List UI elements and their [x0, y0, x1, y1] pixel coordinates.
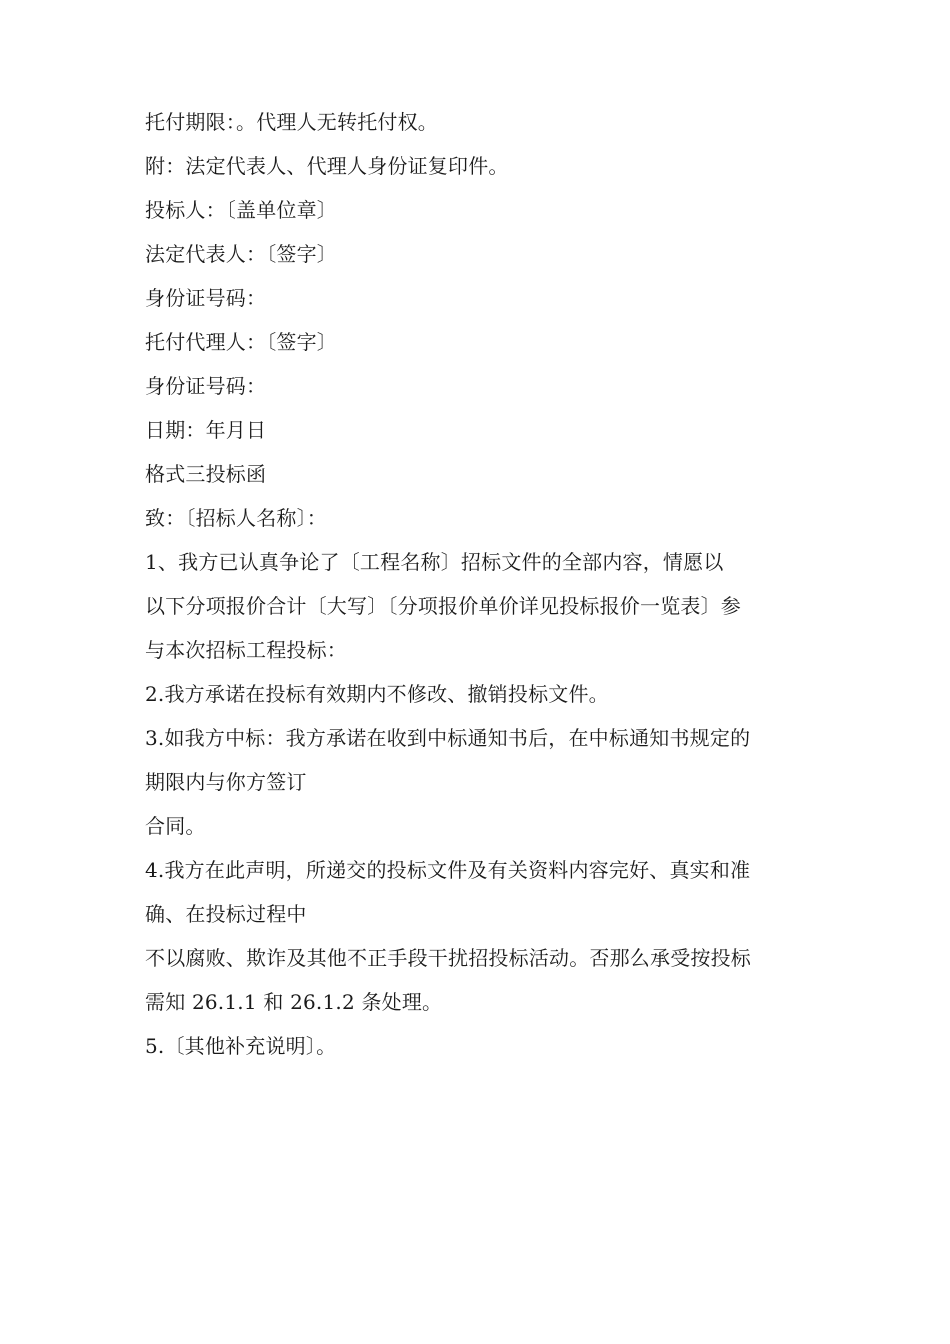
addressee-line: 致：〔招标人名称〕：: [145, 506, 327, 530]
document-body: [145, 100, 805, 1068]
id-number-line-1: 身份证号码：: [145, 286, 267, 310]
clause-4-line-3: 不以腐败、欺诈及其他不正手段干扰招投标活动。否那么承受按投标: [145, 946, 751, 970]
clause-3-line-2: 期限内与你方签订: [145, 770, 307, 794]
authorized-agent-line: 托付代理人：〔签字〕: [145, 330, 337, 354]
clause-4-line-1: 4.我方在此声明，所递交的投标文件及有关资料内容完好、真实和准: [145, 858, 751, 882]
clause-1-line-1: 1、我方已认真争论了〔工程名称〕招标文件的全部内容，情愿以: [145, 550, 724, 574]
legal-representative-line: 法定代表人：〔签字〕: [145, 242, 337, 266]
clause-4-line-4: 需知 26.1.1 和 26.1.2 条处理。: [145, 990, 443, 1014]
bidder-line: 投标人：〔盖单位章〕: [145, 198, 337, 222]
clause-1-line-3: 与本次招标工程投标：: [145, 638, 347, 662]
clause-3-line-1: 3.如我方中标：我方承诺在收到中标通知书后，在中标通知书规定的: [145, 726, 751, 750]
id-number-line-2: 身份证号码：: [145, 374, 267, 398]
authorization-period-line: 托付期限：。代理人无转托付权。: [145, 110, 438, 134]
attachment-line: 附：法定代表人、代理人身份证复印件。: [145, 154, 509, 178]
clause-5-line: 5.〔其他补充说明〕。: [145, 1034, 337, 1058]
clause-4-line-2: 确、在投标过程中: [145, 902, 307, 926]
section-heading: 格式三投标函: [145, 462, 267, 486]
clause-1-line-2: 以下分项报价合计〔大写〕〔分项报价单价详见投标报价一览表〕参: [145, 594, 741, 618]
clause-3-line-3: 合同。: [145, 814, 206, 838]
clause-2-line: 2.我方承诺在投标有效期内不修改、撤销投标文件。: [145, 682, 609, 706]
date-line: 日期：年月日: [145, 418, 267, 442]
